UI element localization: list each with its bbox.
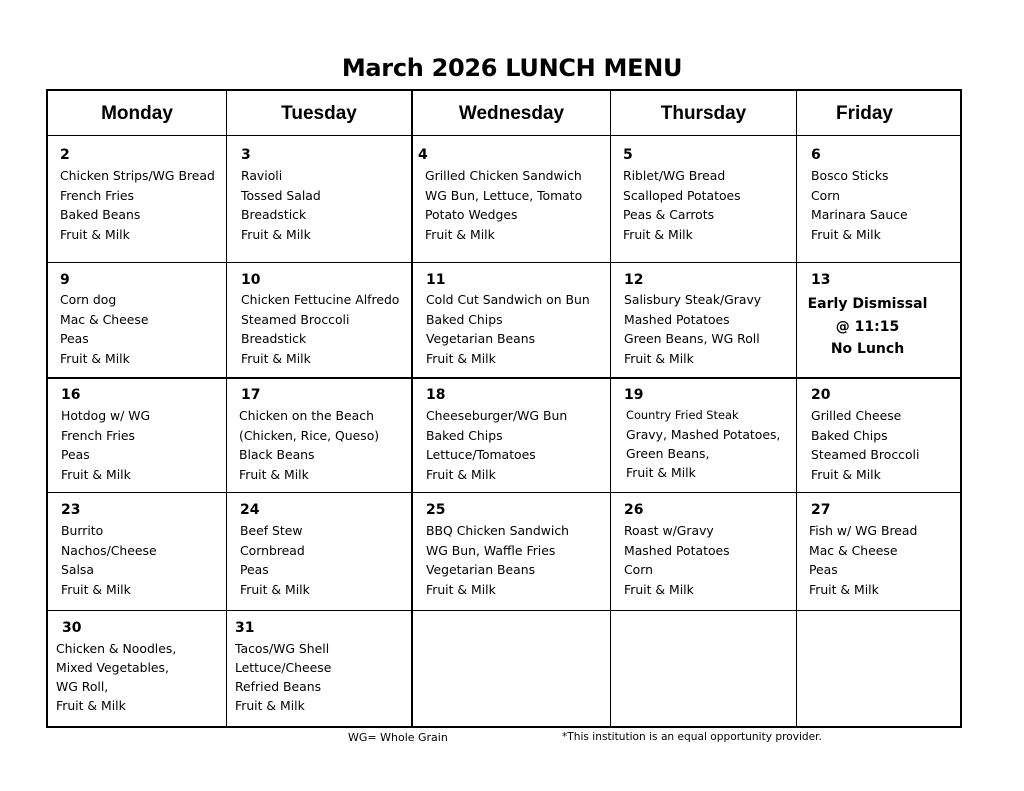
menu-item: French Fries bbox=[61, 427, 135, 443]
day-number: 12 bbox=[624, 272, 644, 288]
menu-item: Fruit & Milk bbox=[61, 581, 131, 597]
menu-item: Tacos/WG Shell bbox=[235, 641, 330, 656]
menu-item: Corn bbox=[811, 187, 840, 203]
menu-item: Baked Chips bbox=[426, 427, 503, 443]
menu-item: Corn dog bbox=[60, 292, 117, 307]
day-cell bbox=[413, 263, 610, 377]
menu-items bbox=[61, 406, 150, 484]
menu-item: Corn bbox=[624, 562, 653, 578]
menu-item: Marinara Sauce bbox=[811, 207, 908, 223]
day-cell bbox=[48, 611, 226, 726]
menu-item: Salsa bbox=[61, 562, 94, 578]
menu-item: Baked Chips bbox=[426, 311, 503, 327]
menu-item: Chicken & Noodles, bbox=[56, 641, 177, 656]
menu-items bbox=[239, 406, 379, 484]
day-number: 26 bbox=[624, 502, 644, 518]
day-number: 31 bbox=[235, 620, 255, 636]
menu-item: Burrito bbox=[61, 523, 104, 538]
menu-item: Chicken on the Beach bbox=[239, 408, 374, 423]
day-number: 6 bbox=[811, 147, 821, 163]
day-cell bbox=[227, 493, 411, 610]
day-cell-empty bbox=[797, 611, 932, 726]
menu-item: Baked Chips bbox=[811, 427, 888, 443]
menu-item: Peas bbox=[240, 562, 269, 578]
menu-item: Fruit & Milk bbox=[240, 581, 310, 597]
menu-item: Mixed Vegetables, bbox=[56, 660, 169, 675]
day-cell bbox=[611, 379, 796, 492]
menu-item: Riblet/WG Bread bbox=[623, 168, 726, 183]
day-cell bbox=[227, 136, 411, 262]
whole-grain-legend: WG= Whole Grain bbox=[348, 731, 448, 744]
menu-items bbox=[241, 166, 321, 244]
day-cell bbox=[611, 263, 796, 377]
menu-item: Green Beans, WG Roll bbox=[624, 331, 760, 347]
header-monday: Monday bbox=[101, 102, 173, 124]
header-friday: Friday bbox=[835, 102, 894, 124]
day-number: 30 bbox=[62, 620, 82, 636]
menu-items bbox=[624, 290, 761, 368]
day-cell bbox=[413, 493, 610, 610]
header-wednesday: Wednesday bbox=[458, 102, 565, 124]
menu-item: Peas & Carrots bbox=[623, 207, 715, 223]
menu-item: Lettuce/Cheese bbox=[235, 660, 332, 675]
menu-item: Country Fried Steak bbox=[626, 408, 739, 422]
menu-items bbox=[811, 406, 919, 484]
menu-item: Scalloped Potatoes bbox=[623, 187, 741, 203]
day-cell-empty bbox=[413, 611, 610, 726]
menu-item: Fruit & Milk bbox=[426, 581, 496, 597]
day-number: 11 bbox=[426, 272, 446, 288]
header-thursday: Thursday bbox=[660, 102, 747, 124]
menu-item: Roast w/Gravy bbox=[624, 523, 714, 538]
day-cell-empty bbox=[611, 611, 796, 726]
day-cell bbox=[413, 136, 610, 262]
day-number: 10 bbox=[241, 272, 261, 288]
day-number: 13 bbox=[811, 272, 831, 288]
menu-item: Grilled Chicken Sandwich bbox=[425, 168, 582, 183]
day-number: 5 bbox=[623, 147, 633, 163]
menu-item: Green Beans, bbox=[626, 446, 710, 461]
menu-item: Black Beans bbox=[239, 447, 315, 463]
day-number: 16 bbox=[61, 387, 81, 403]
menu-item: Fruit & Milk bbox=[60, 350, 130, 366]
day-number: 24 bbox=[240, 502, 260, 518]
menu-item: Steamed Broccoli bbox=[811, 447, 920, 463]
note-line: Early Dismissal bbox=[807, 296, 928, 312]
day-cell bbox=[48, 136, 226, 262]
menu-item: Nachos/Cheese bbox=[61, 542, 157, 558]
menu-items bbox=[426, 521, 569, 599]
menu-items bbox=[425, 166, 582, 244]
menu-item: Fruit & Milk bbox=[626, 465, 696, 480]
day-number: 23 bbox=[61, 502, 81, 518]
note-line: @ 11:15 bbox=[835, 318, 900, 335]
equal-opportunity-disclaimer: *This institution is an equal opportunity provider. bbox=[562, 731, 822, 743]
early-dismissal-note bbox=[803, 293, 932, 361]
menu-item: Fruit & Milk bbox=[425, 226, 495, 242]
menu-item: Mashed Potatoes bbox=[624, 311, 730, 327]
menu-item: Refried Beans bbox=[235, 679, 322, 694]
day-cell bbox=[797, 493, 932, 610]
day-number: 27 bbox=[811, 502, 831, 518]
menu-items bbox=[809, 521, 917, 599]
menu-item: Fish w/ WG Bread bbox=[809, 523, 918, 538]
menu-item: Fruit & Milk bbox=[56, 698, 126, 713]
menu-item: Fruit & Milk bbox=[811, 466, 881, 482]
menu-item: Fruit & Milk bbox=[624, 581, 694, 597]
day-number: 2 bbox=[60, 147, 70, 163]
menu-item: Mac & Cheese bbox=[60, 311, 149, 327]
day-number: 18 bbox=[426, 387, 446, 403]
menu-item: Baked Beans bbox=[60, 207, 141, 223]
menu-item: Fruit & Milk bbox=[241, 350, 311, 366]
menu-item: Salisbury Steak/Gravy bbox=[624, 292, 762, 307]
day-cell bbox=[48, 493, 226, 610]
menu-item: WG Bun, Lettuce, Tomato bbox=[425, 187, 583, 203]
day-cell bbox=[797, 136, 932, 262]
menu-item: Chicken Strips/WG Bread bbox=[60, 168, 215, 183]
header-tuesday: Tuesday bbox=[281, 102, 357, 124]
day-cell bbox=[227, 263, 411, 377]
day-cell bbox=[413, 379, 610, 492]
menu-item: French Fries bbox=[60, 187, 134, 203]
menu-item: Vegetarian Beans bbox=[426, 562, 536, 578]
menu-item: Ravioli bbox=[241, 168, 283, 183]
menu-item: Chicken Fettucine Alfredo bbox=[241, 292, 400, 307]
menu-item: Fruit & Milk bbox=[809, 581, 879, 597]
day-cell bbox=[611, 136, 796, 262]
menu-items bbox=[61, 521, 157, 599]
menu-item: Vegetarian Beans bbox=[426, 331, 536, 347]
page-title: March 2026 LUNCH MENU bbox=[341, 54, 683, 82]
menu-item: Fruit & Milk bbox=[235, 698, 305, 713]
menu-items bbox=[624, 521, 730, 599]
day-cell bbox=[48, 379, 226, 492]
menu-items bbox=[60, 290, 148, 368]
menu-items bbox=[626, 406, 780, 482]
menu-items bbox=[811, 166, 908, 244]
menu-item: Fruit & Milk bbox=[624, 350, 694, 366]
menu-item: Breadstick bbox=[241, 207, 307, 223]
menu-item: WG Roll, bbox=[56, 679, 109, 694]
day-number: 25 bbox=[426, 502, 446, 518]
menu-item: Potato Wedges bbox=[425, 207, 518, 223]
menu-item: Fruit & Milk bbox=[426, 350, 496, 366]
menu-item: Lettuce/Tomatoes bbox=[426, 447, 536, 463]
menu-item: Steamed Broccoli bbox=[241, 311, 350, 327]
menu-item: Hotdog w/ WG bbox=[61, 408, 151, 423]
menu-items bbox=[235, 639, 331, 715]
menu-items bbox=[426, 290, 590, 368]
day-number: 4 bbox=[418, 147, 428, 163]
menu-item: Breadstick bbox=[241, 331, 307, 347]
day-number: 20 bbox=[811, 387, 831, 403]
menu-item: Cold Cut Sandwich on Bun bbox=[426, 292, 590, 307]
menu-item: Fruit & Milk bbox=[239, 466, 309, 482]
menu-item: Tossed Salad bbox=[241, 187, 321, 203]
day-number: 19 bbox=[624, 387, 644, 403]
menu-item: Mac & Cheese bbox=[809, 542, 898, 558]
menu-item: Fruit & Milk bbox=[623, 226, 693, 242]
menu-item: Peas bbox=[809, 562, 838, 578]
menu-item: Fruit & Milk bbox=[811, 226, 881, 242]
menu-item: Bosco Sticks bbox=[811, 168, 889, 183]
menu-items bbox=[56, 639, 176, 715]
menu-item: Fruit & Milk bbox=[241, 226, 311, 242]
menu-item: Peas bbox=[60, 331, 89, 347]
menu-item: BBQ Chicken Sandwich bbox=[426, 523, 570, 538]
menu-item: Fruit & Milk bbox=[61, 466, 131, 482]
day-cell bbox=[797, 379, 932, 492]
day-cell-early-dismissal bbox=[797, 263, 932, 377]
menu-items bbox=[240, 521, 310, 599]
menu-item: Cheeseburger/WG Bun bbox=[426, 408, 568, 423]
menu-item: Gravy, Mashed Potatoes, bbox=[626, 427, 781, 442]
menu-items bbox=[426, 406, 567, 484]
day-number: 17 bbox=[241, 387, 261, 403]
menu-item: Peas bbox=[61, 447, 90, 463]
menu-items bbox=[623, 166, 741, 244]
menu-items bbox=[60, 166, 215, 244]
menu-item: WG Bun, Waffle Fries bbox=[426, 542, 556, 558]
menu-item: Grilled Cheese bbox=[811, 408, 902, 423]
menu-items bbox=[241, 290, 399, 368]
day-cell bbox=[227, 379, 411, 492]
day-cell bbox=[48, 263, 226, 377]
menu-item: Cornbread bbox=[240, 542, 305, 558]
day-number: 3 bbox=[241, 147, 251, 163]
menu-item: Fruit & Milk bbox=[60, 226, 130, 242]
day-cell bbox=[611, 493, 796, 610]
menu-item: Fruit & Milk bbox=[426, 466, 496, 482]
menu-item: (Chicken, Rice, Queso) bbox=[239, 427, 380, 443]
day-number: 9 bbox=[60, 272, 70, 288]
menu-item: Mashed Potatoes bbox=[624, 542, 730, 558]
menu-item: Beef Stew bbox=[240, 523, 303, 538]
note-line: No Lunch bbox=[830, 341, 905, 357]
menu-calendar-grid bbox=[46, 89, 962, 728]
day-cell bbox=[227, 611, 411, 726]
